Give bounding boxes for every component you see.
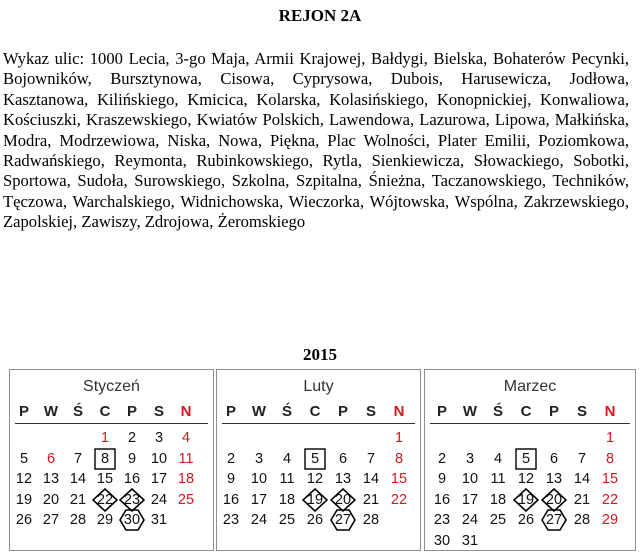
calendar-day: 9	[226, 471, 236, 487]
calendar-day: 10	[150, 450, 168, 467]
header-divider	[222, 423, 415, 424]
calendar-day: 10	[461, 471, 479, 487]
weekday-header: C	[309, 403, 321, 420]
weekday-header: N	[180, 403, 192, 420]
calendar-day: 2	[226, 450, 236, 467]
weekday-header: Ś	[72, 403, 83, 420]
weekday-header: P	[126, 403, 137, 420]
calendar-day: 14	[69, 471, 87, 487]
calendar-day: 15	[390, 471, 408, 487]
calendar-day: 5	[310, 450, 320, 467]
calendar-day: 12	[306, 471, 324, 487]
calendar-day: 24	[461, 512, 479, 528]
calendar-day: 27	[42, 512, 60, 528]
year-title: 2015	[303, 345, 337, 364]
calendar-day: 3	[465, 450, 475, 467]
calendar-day: 25	[278, 512, 296, 528]
calendar-day: 25	[489, 512, 507, 528]
weekday-header: P	[337, 403, 348, 420]
header-divider	[15, 423, 208, 424]
calendar-day: 18	[177, 471, 195, 487]
calendar-day: 16	[123, 471, 141, 487]
calendar-day: 10	[250, 471, 268, 487]
calendar-day: 28	[69, 512, 87, 528]
weekday-header: P	[18, 403, 29, 420]
calendar-day: 8	[605, 450, 615, 467]
calendar-day: 1	[605, 430, 615, 446]
calendar-day: 18	[278, 491, 296, 508]
calendar-day: 22	[601, 491, 619, 508]
calendar-day: 23	[222, 512, 240, 528]
weekday-header: C	[99, 403, 111, 420]
calendar-day: 2	[437, 450, 447, 467]
calendar-day: 1	[100, 430, 110, 446]
calendar-day: 15	[601, 471, 619, 487]
calendar-day: 18	[489, 491, 507, 508]
calendar-day: 19	[15, 491, 33, 508]
weekday-header: W	[462, 403, 478, 420]
calendar-day: 29	[96, 512, 114, 528]
calendar-day: 13	[334, 471, 352, 487]
calendar-day: 3	[154, 430, 164, 446]
calendar-day: 12	[517, 471, 535, 487]
calendar-january	[9, 369, 214, 551]
calendar-day: 12	[15, 471, 33, 487]
calendar-day: 24	[150, 491, 168, 508]
calendar-day: 27	[334, 512, 352, 528]
weekday-header: W	[43, 403, 59, 420]
region-title: REJON 2A	[278, 6, 362, 25]
calendar-day: 7	[73, 450, 83, 467]
calendar-day: 5	[521, 450, 531, 467]
calendar-day: 8	[100, 450, 110, 467]
weekday-header: W	[251, 403, 267, 420]
calendar-day: 16	[433, 491, 451, 508]
calendar-day: 17	[461, 491, 479, 508]
calendar-day: 17	[250, 491, 268, 508]
calendar-day: 30	[433, 532, 451, 549]
weekday-header: N	[393, 403, 405, 420]
calendar-day: 9	[437, 471, 447, 487]
calendar-day: 11	[178, 450, 194, 467]
calendar-day: 30	[123, 512, 141, 528]
calendar-day: 20	[42, 491, 60, 508]
calendar-day: 4	[282, 450, 292, 467]
weekday-header: N	[604, 403, 616, 420]
calendar-day: 17	[150, 471, 168, 487]
calendar-day: 6	[46, 450, 56, 467]
calendar-day: 22	[96, 491, 114, 508]
weekday-header: S	[365, 403, 376, 420]
calendar-day: 15	[96, 471, 114, 487]
calendar-day: 26	[306, 512, 324, 528]
weekday-header: P	[548, 403, 559, 420]
calendar-day: 11	[279, 471, 295, 487]
calendar-day: 7	[577, 450, 587, 467]
weekday-header: P	[225, 403, 236, 420]
header-divider	[430, 423, 630, 424]
calendar-day: 21	[573, 491, 591, 508]
month-title: Marzec	[503, 378, 557, 395]
calendar-day: 2	[127, 430, 137, 446]
month-title: Luty	[303, 378, 334, 395]
calendar-day: 14	[573, 471, 591, 487]
calendar-day: 31	[150, 512, 168, 528]
calendar-day: 26	[517, 512, 535, 528]
calendar-day: 28	[573, 512, 591, 528]
calendar-day: 6	[549, 450, 559, 467]
weekday-header: S	[576, 403, 587, 420]
weekday-header: Ś	[492, 403, 503, 420]
calendar-day: 1	[394, 430, 404, 446]
calendar-day: 21	[69, 491, 87, 508]
calendar-day: 31	[461, 532, 479, 549]
month-title: Styczeń	[83, 378, 140, 395]
calendar-day: 5	[19, 450, 29, 467]
calendar-day: 27	[545, 512, 563, 528]
calendar-day: 19	[517, 491, 535, 508]
weekday-header: Ś	[281, 403, 292, 420]
calendar-day: 3	[254, 450, 264, 467]
weekday-header: S	[153, 403, 164, 420]
calendar-day: 24	[250, 512, 268, 528]
calendar-day: 21	[362, 491, 380, 508]
calendar-day: 13	[545, 471, 563, 487]
calendar-day: 16	[222, 491, 240, 508]
calendar-day: 20	[334, 491, 352, 508]
calendar-day: 28	[362, 512, 380, 528]
calendar-day: 4	[493, 450, 503, 467]
calendar-day: 7	[366, 450, 376, 467]
calendar-day: 13	[42, 471, 60, 487]
calendar-day: 14	[362, 471, 380, 487]
calendar-day: 19	[306, 491, 324, 508]
street-list: Wykaz ulic: 1000 Lecia, 3-go Maja, Armii Krajowej, Bałdygi, Bielska, Bohaterów Pecynki, Bojowników, Bursztynowa, Cisowa, Cyprysowa, Dubois, Harusewicza, Jodłowa, Kasztanowa, Kilińskiego, Kmicica, Kolarska, Kolasińskiego, Konopnickiej, Konwaliowa, Kościuszki, Kraszewskiego, Kwiatów Polskich, Lawendowa, Lazurowa, Lipowa, Małkińska, Modra, Modrzewiowa, Niska, Nowa, Piękna, Plac Wolności, Plater Emilii, Poziomkowa, Radwańskiego, Reymonta, Rubinkowskiego, Rytla, Sienkiewicza, Słowackiego, Sobotki, Sportowa, Sudoła, Surowskiego, Szkolna, Szpitalna, Śnieżna, Taczanowskiego, Techników, Tęczowa, Warchalskiego, Widnichowska, Wieczorka, Wójtowska, Wspólna, Zakrzewskiego, Zapolskiej, Zawiszy, Zdrojowa, Żeromskiego	[3, 49, 629, 232]
calendar-day: 22	[390, 491, 408, 508]
calendar-february	[216, 369, 421, 551]
calendar-day: 23	[433, 512, 451, 528]
calendar-day: 20	[545, 491, 563, 508]
calendar-march	[424, 369, 636, 551]
calendar-day: 25	[177, 491, 195, 508]
calendar-day: 8	[394, 450, 404, 467]
calendar-day: 4	[181, 430, 191, 446]
calendar-day: 9	[127, 450, 137, 467]
calendar-day: 29	[601, 512, 619, 528]
calendar-day: 6	[338, 450, 348, 467]
calendar-day: 23	[123, 491, 141, 508]
weekday-header: P	[436, 403, 447, 420]
calendar-day: 26	[15, 512, 33, 528]
weekday-header: C	[520, 403, 532, 420]
calendar-day: 11	[490, 471, 506, 487]
